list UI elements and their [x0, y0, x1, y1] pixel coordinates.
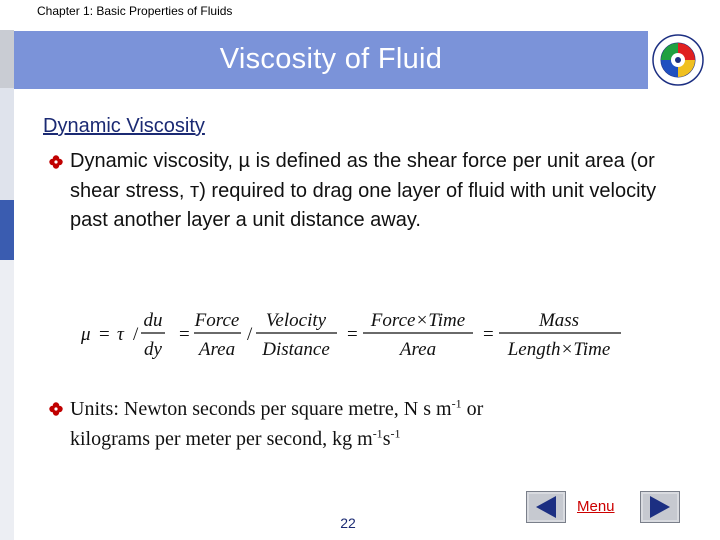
left-accent-bar: [0, 88, 14, 200]
formula-area: Area: [198, 339, 236, 360]
formula-equals: =: [347, 324, 358, 345]
university-seal-icon: [649, 31, 707, 89]
left-accent-bar: [0, 260, 14, 540]
units-exponent: -1: [372, 426, 383, 441]
formula-du: du: [143, 310, 163, 331]
page-number: 22: [340, 515, 356, 531]
formula-equals: =: [483, 324, 494, 345]
diamond-bullet-icon: [49, 402, 63, 416]
left-accent-bar: [0, 200, 14, 260]
formula-equals: =: [179, 324, 190, 345]
viscosity-formula: [75, 302, 635, 366]
chapter-header: Chapter 1: Basic Properties of Fluids: [37, 4, 233, 18]
units-exponent: -1: [390, 426, 401, 441]
section-title: Dynamic Viscosity: [43, 115, 205, 137]
units-exponent: -1: [451, 396, 462, 411]
formula-slash: /: [133, 324, 139, 345]
title-bar: [14, 31, 648, 89]
menu-link[interactable]: Menu: [577, 498, 615, 515]
formula-force: Force: [194, 310, 240, 331]
formula-tau: τ: [117, 324, 124, 345]
formula-mu: μ: [81, 324, 91, 345]
units-text: [70, 394, 630, 454]
formula-slash: /: [247, 324, 253, 345]
units-line2: kilograms per meter per second, kg m: [70, 428, 373, 450]
formula-length-time: Length×Time: [507, 339, 611, 360]
next-arrow-icon[interactable]: [640, 491, 680, 523]
units-or: or: [461, 398, 484, 420]
units-second: s: [382, 428, 391, 450]
slide-title: Viscosity of Fluid: [219, 43, 443, 75]
units-line1: Units: Newton seconds per square metre, N s m: [70, 398, 452, 420]
definition-text: Dynamic viscosity, µ is defined as the shear force per unit area (or shear stress, т) required to drag one layer of fluid with unit velocity past another layer a unit distance away.: [70, 150, 657, 231]
formula-distance: Distance: [262, 339, 330, 360]
formula-velocity: Velocity: [265, 310, 327, 331]
left-accent-bar: [0, 30, 14, 88]
formula-area: Area: [399, 339, 437, 360]
formula-equals: =: [99, 324, 110, 345]
previous-arrow-icon[interactable]: [526, 491, 566, 523]
formula-force-time: Force×Time: [370, 310, 466, 331]
formula-dy: dy: [144, 339, 162, 360]
diamond-bullet-icon: [49, 155, 63, 169]
formula-mass: Mass: [538, 310, 580, 331]
